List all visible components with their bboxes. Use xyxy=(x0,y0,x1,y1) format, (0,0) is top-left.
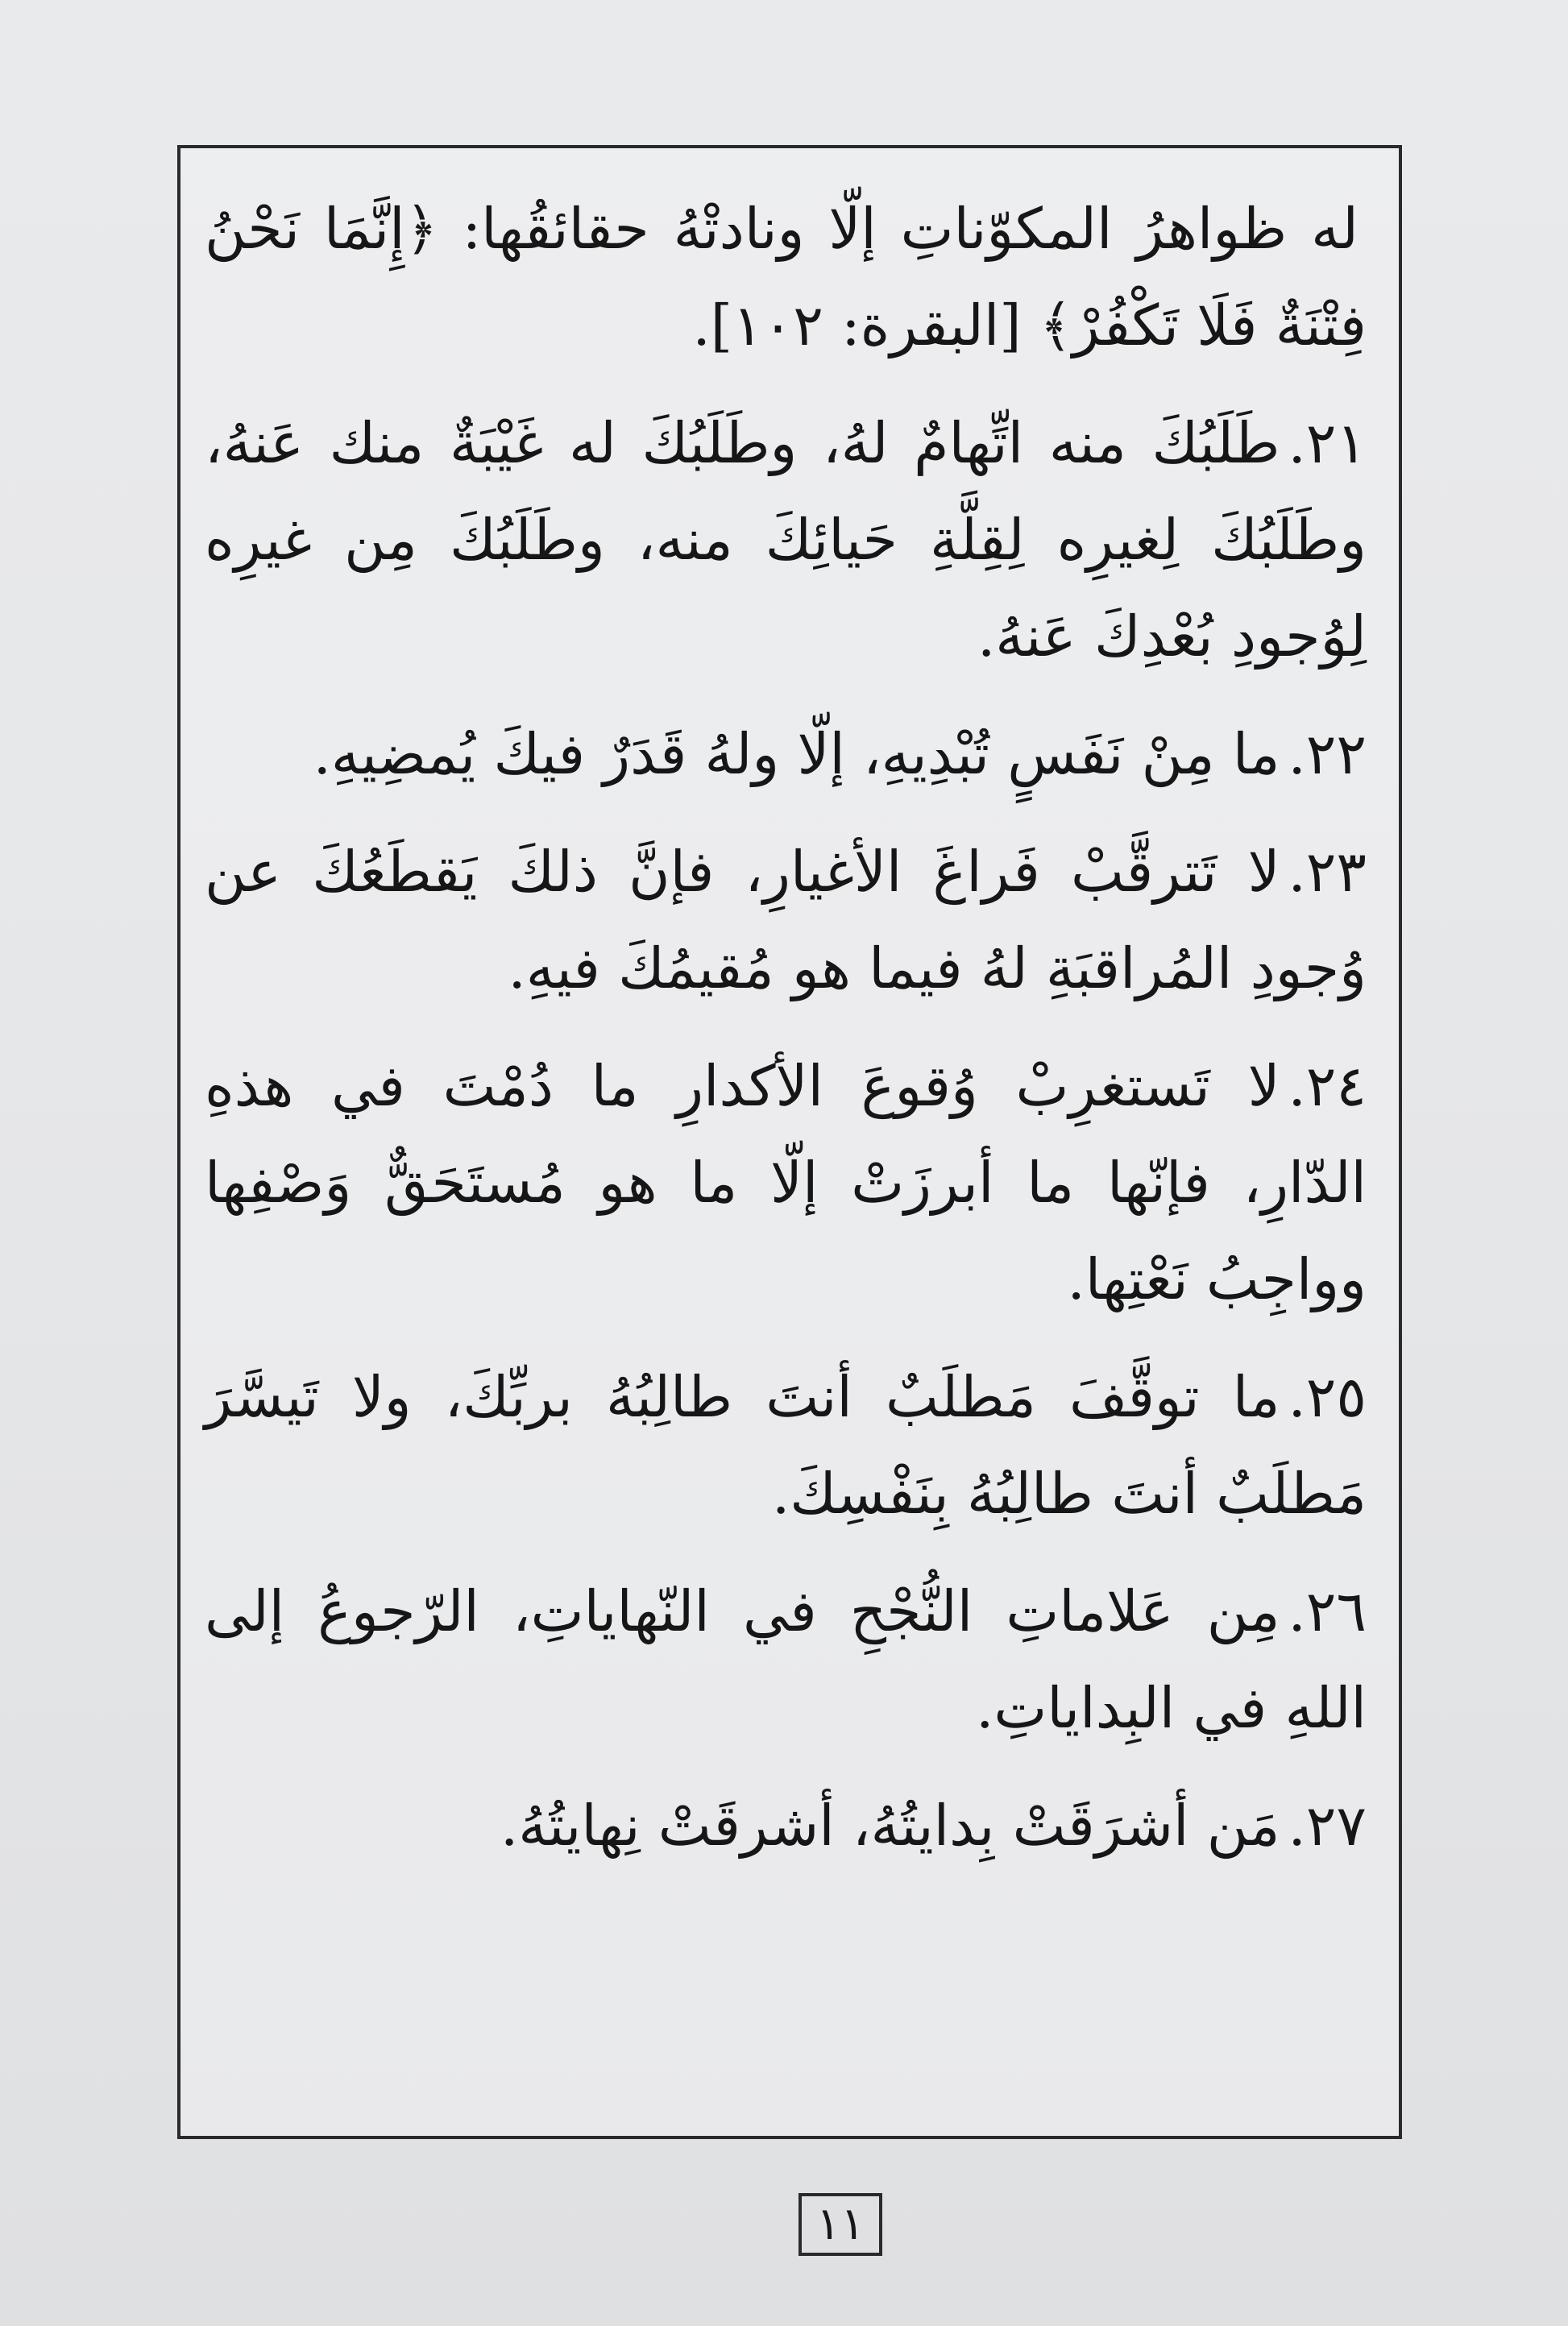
aphorism-24 xyxy=(205,1038,1367,1328)
aphorism-text: لا تَستغرِبْ وُقوعَ الأكدارِ ما دُمْتَ في هذهِ الدّارِ، فإنّها ما أبرزَتْ إلّا ما هو مُستَحَقٌّ وَصْفِها وواجِبُ نَعْتِها. xyxy=(205,1053,1367,1312)
page-number-text: ١١ xyxy=(815,2198,865,2250)
aphorism-27 xyxy=(205,1777,1367,1874)
text-frame xyxy=(177,145,1402,2139)
aphorism-22 xyxy=(205,706,1367,802)
aphorism-25 xyxy=(205,1349,1367,1542)
aphorism-number: ٢٢. xyxy=(1288,721,1367,787)
aphorism-21 xyxy=(205,395,1367,685)
aphorism-23 xyxy=(205,823,1367,1017)
aphorism-text: ما مِنْ نَفَسٍ تُبْدِيهِ، إلّا ولهُ قَدَرٌ فيكَ يُمضِيهِ. xyxy=(313,721,1280,787)
aphorism-number: ٢٥. xyxy=(1288,1364,1367,1430)
aphorism-text: ما توقَّفَ مَطلَبٌ أنتَ طالِبُهُ بربِّكَ، ولا تَيسَّرَ مَطلَبٌ أنتَ طالِبُهُ بِنَفْسِكَ. xyxy=(205,1364,1367,1527)
text-body xyxy=(205,180,1367,1895)
aphorism-number: ٢٧. xyxy=(1288,1793,1367,1859)
aphorism-26 xyxy=(205,1563,1367,1756)
aphorism-text: مَن أشرَقَتْ بِدايتُهُ، أشرقَتْ نِهايتُهُ. xyxy=(500,1793,1280,1859)
aphorism-number: ٢٣. xyxy=(1288,839,1367,905)
aphorism-text: له ظواهرُ المكوّناتِ إلّا ونادتْهُ حقائقُها: ﴿إِنَّمَا نَحْنُ فِتْنَةٌ فَلَا تَكْفُرْ﴾ [البقرة: ١٠٢]. xyxy=(205,196,1367,359)
aphorism-number: ٢٦. xyxy=(1288,1578,1367,1644)
page-number xyxy=(799,2193,882,2256)
aphorism-number: ٢١. xyxy=(1288,410,1367,476)
aphorism-text: لا تَترقَّبْ فَراغَ الأغيارِ، فإنَّ ذلكَ يَقطَعُكَ عن وُجودِ المُراقبَةِ لهُ فيما هو مُقيمُكَ فيهِ. xyxy=(205,839,1367,1001)
aphorism-text: طَلَبُكَ منه اتِّهامٌ لهُ، وطَلَبُكَ له غَيْبَةٌ منك عَنهُ، وطَلَبُكَ لِغيرِه لِقِلَّةِ حَيائِكَ منه، وطَلَبُكَ مِن غيرِه لِوُجودِ بُعْدِكَ عَنهُ. xyxy=(205,410,1367,670)
aphorism-text: مِن عَلاماتِ النُّجْحِ في النّهاياتِ، الرّجوعُ إلى اللهِ في البِداياتِ. xyxy=(205,1578,1367,1741)
paragraph-continuation xyxy=(205,180,1367,374)
aphorism-number: ٢٤. xyxy=(1288,1053,1367,1119)
